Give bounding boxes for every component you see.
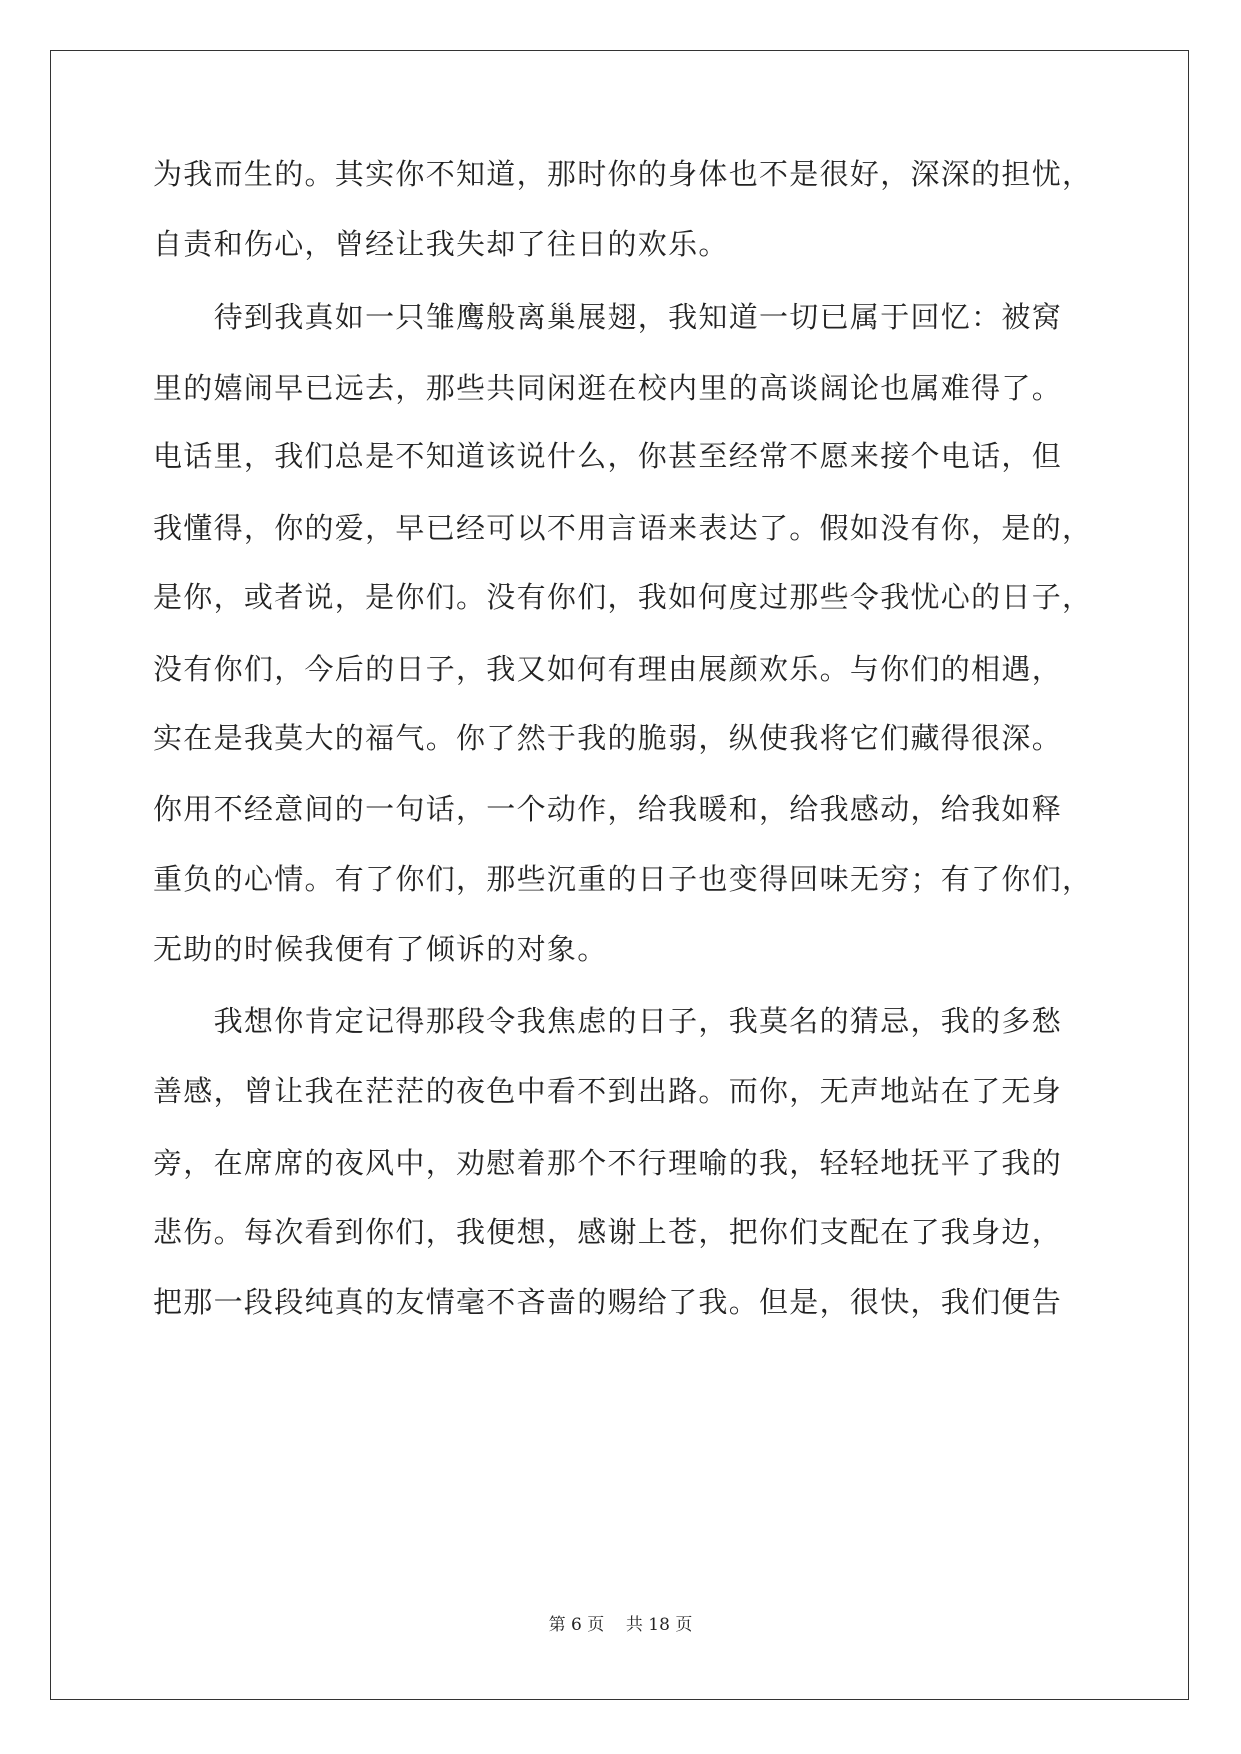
text-line: 善感，曾让我在茫茫的夜色中看不到出路。而你，无声地站在了无身 [153,1074,1063,1108]
page-number: 第 6 页 [548,1615,605,1635]
text-line: 自责和伤心，曾经让我失却了往日的欢乐。 [153,227,729,261]
text-line: 我懂得，你的爱，早已经可以不用言语来表达了。假如没有你，是的， [153,511,1093,545]
text-line: 实在是我莫大的福气。你了然于我的脆弱，纵使我将它们藏得很深。 [153,721,1063,755]
text-line: 你用不经意间的一句话，一个动作，给我暖和，给我感动，给我如释 [153,792,1063,826]
text-line: 待到我真如一只雏鹰般离巢展翅，我知道一切已属于回忆：被窝 [153,300,1063,334]
text-line: 是你，或者说，是你们。没有你们，我如何度过那些令我忧心的日子， [153,580,1093,614]
text-line: 无助的时候我便有了倾诉的对象。 [153,932,608,966]
page-footer [0,1610,1241,1635]
text-line: 为我而生的。其实你不知道，那时你的身体也不是很好，深深的担忧， [153,157,1093,191]
page-total: 共 18 页 [625,1615,693,1635]
text-line: 里的嬉闹早已远去，那些共同闲逛在校内里的高谈阔论也属难得了。 [153,371,1063,405]
text-line: 旁，在席席的夜风中，劝慰着那个不行理喻的我，轻轻地抚平了我的 [153,1146,1063,1180]
text-line: 电话里，我们总是不知道该说什么，你甚至经常不愿来接个电话，但 [153,439,1063,473]
text-line: 把那一段段纯真的友情毫不吝啬的赐给了我。但是，很快，我们便告 [153,1285,1063,1319]
text-line: 悲伤。每次看到你们，我便想，感谢上苍，把你们支配在了我身边， [153,1215,1063,1249]
text-line: 没有你们，今后的日子，我又如何有理由展颜欢乐。与你们的相遇， [153,652,1063,686]
text-line: 我想你肯定记得那段令我焦虑的日子，我莫名的猜忌，我的多愁 [153,1004,1063,1038]
text-line: 重负的心情。有了你们，那些沉重的日子也变得回味无穷；有了你们， [153,862,1093,896]
